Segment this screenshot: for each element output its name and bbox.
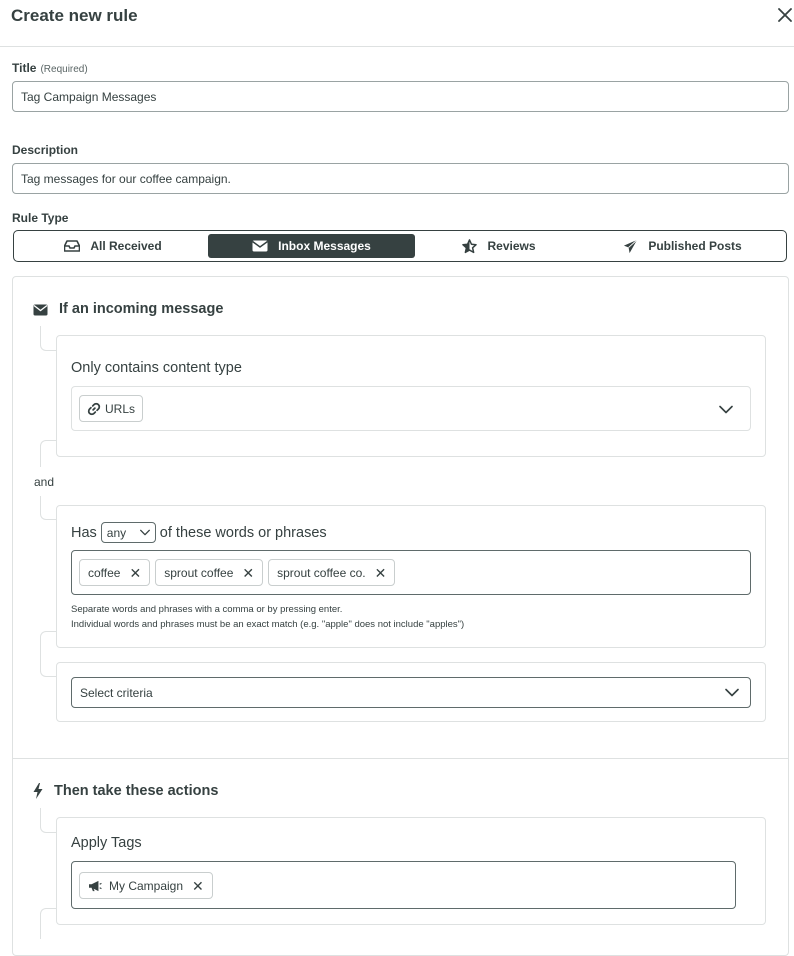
modal-title: Create new rule — [11, 6, 138, 25]
megaphone-icon — [88, 880, 102, 892]
tree-connector — [40, 808, 56, 833]
actions-heading: Then take these actions — [54, 783, 219, 799]
criteria-card — [56, 662, 766, 722]
tab-label: Inbox Messages — [278, 239, 371, 253]
words-rule-label — [71, 522, 327, 543]
content-type-card — [56, 335, 766, 457]
content-type-select[interactable] — [71, 386, 751, 431]
rule-type-label: Rule Type — [12, 211, 69, 225]
words-card — [56, 505, 766, 648]
tree-connector — [40, 440, 56, 467]
word-chip — [268, 559, 395, 586]
tab-label: Reviews — [487, 239, 536, 253]
lightning-bolt-icon — [33, 783, 43, 804]
remove-chip-icon[interactable]: ✕ — [242, 564, 255, 581]
close-icon[interactable] — [778, 4, 794, 26]
tab-published-posts[interactable] — [583, 234, 782, 258]
remove-chip-icon[interactable]: ✕ — [374, 564, 387, 581]
tag-chip — [79, 872, 213, 899]
chip-label: coffee — [88, 565, 121, 580]
chip-label: My Campaign — [109, 878, 184, 893]
tab-reviews[interactable] — [415, 234, 583, 258]
tags-input[interactable] — [71, 861, 736, 909]
word-chip — [79, 559, 150, 586]
tab-label: Published Posts — [648, 239, 742, 253]
apply-tags-card — [56, 817, 766, 925]
tab-label: All Received — [90, 239, 162, 253]
paper-plane-icon — [623, 239, 638, 254]
help-line: Individual words and phrases must be an exact match (e.g. "apple" does not include "apples") — [71, 619, 465, 630]
tab-all-received[interactable] — [18, 234, 208, 258]
required-hint: (Required) — [40, 64, 88, 75]
inbox-tray-icon — [64, 240, 80, 252]
header-divider — [0, 46, 794, 47]
content-type-label: Only contains content type — [71, 360, 242, 376]
tab-inbox-messages[interactable] — [208, 234, 415, 258]
tree-connector — [40, 908, 56, 939]
match-mode-value: any — [106, 525, 127, 540]
words-prefix: Has — [71, 524, 97, 541]
link-icon — [87, 402, 101, 416]
title-input[interactable] — [12, 81, 789, 112]
chip-label: sprout coffee — [164, 565, 234, 580]
tree-connector — [40, 496, 56, 520]
match-mode-select[interactable] — [101, 522, 156, 543]
conditions-heading: If an incoming message — [59, 301, 224, 317]
description-label: Description — [12, 143, 79, 157]
tree-connector — [40, 651, 56, 677]
criteria-select[interactable] — [71, 677, 751, 708]
chevron-down-icon — [725, 688, 739, 697]
title-label: Title (Required) — [12, 61, 88, 75]
chevron-down-icon — [719, 405, 733, 414]
tree-connector — [40, 326, 56, 351]
content-type-chip[interactable] — [79, 395, 143, 422]
rule-type-segmented-control — [13, 230, 787, 262]
envelope-icon — [252, 240, 268, 252]
words-suffix: of these words or phrases — [159, 524, 327, 541]
description-input[interactable] — [12, 163, 789, 194]
criteria-placeholder: Select criteria — [80, 686, 153, 700]
chip-label: sprout coffee co. — [277, 565, 366, 580]
condition-joiner: and — [34, 475, 55, 489]
chip-label: URLs — [105, 401, 136, 416]
star-icon — [462, 239, 477, 254]
words-input[interactable] — [71, 550, 751, 595]
panel-divider — [13, 758, 788, 759]
words-help-text — [71, 602, 464, 632]
help-line: Separate words and phrases with a comma or by pressing enter. — [71, 604, 343, 615]
tree-connector — [40, 631, 56, 651]
envelope-icon — [33, 303, 48, 321]
apply-tags-label: Apply Tags — [71, 835, 142, 851]
remove-chip-icon[interactable]: ✕ — [192, 877, 204, 894]
remove-chip-icon[interactable]: ✕ — [129, 564, 142, 581]
word-chip — [155, 559, 263, 586]
chevron-down-icon — [140, 529, 150, 536]
